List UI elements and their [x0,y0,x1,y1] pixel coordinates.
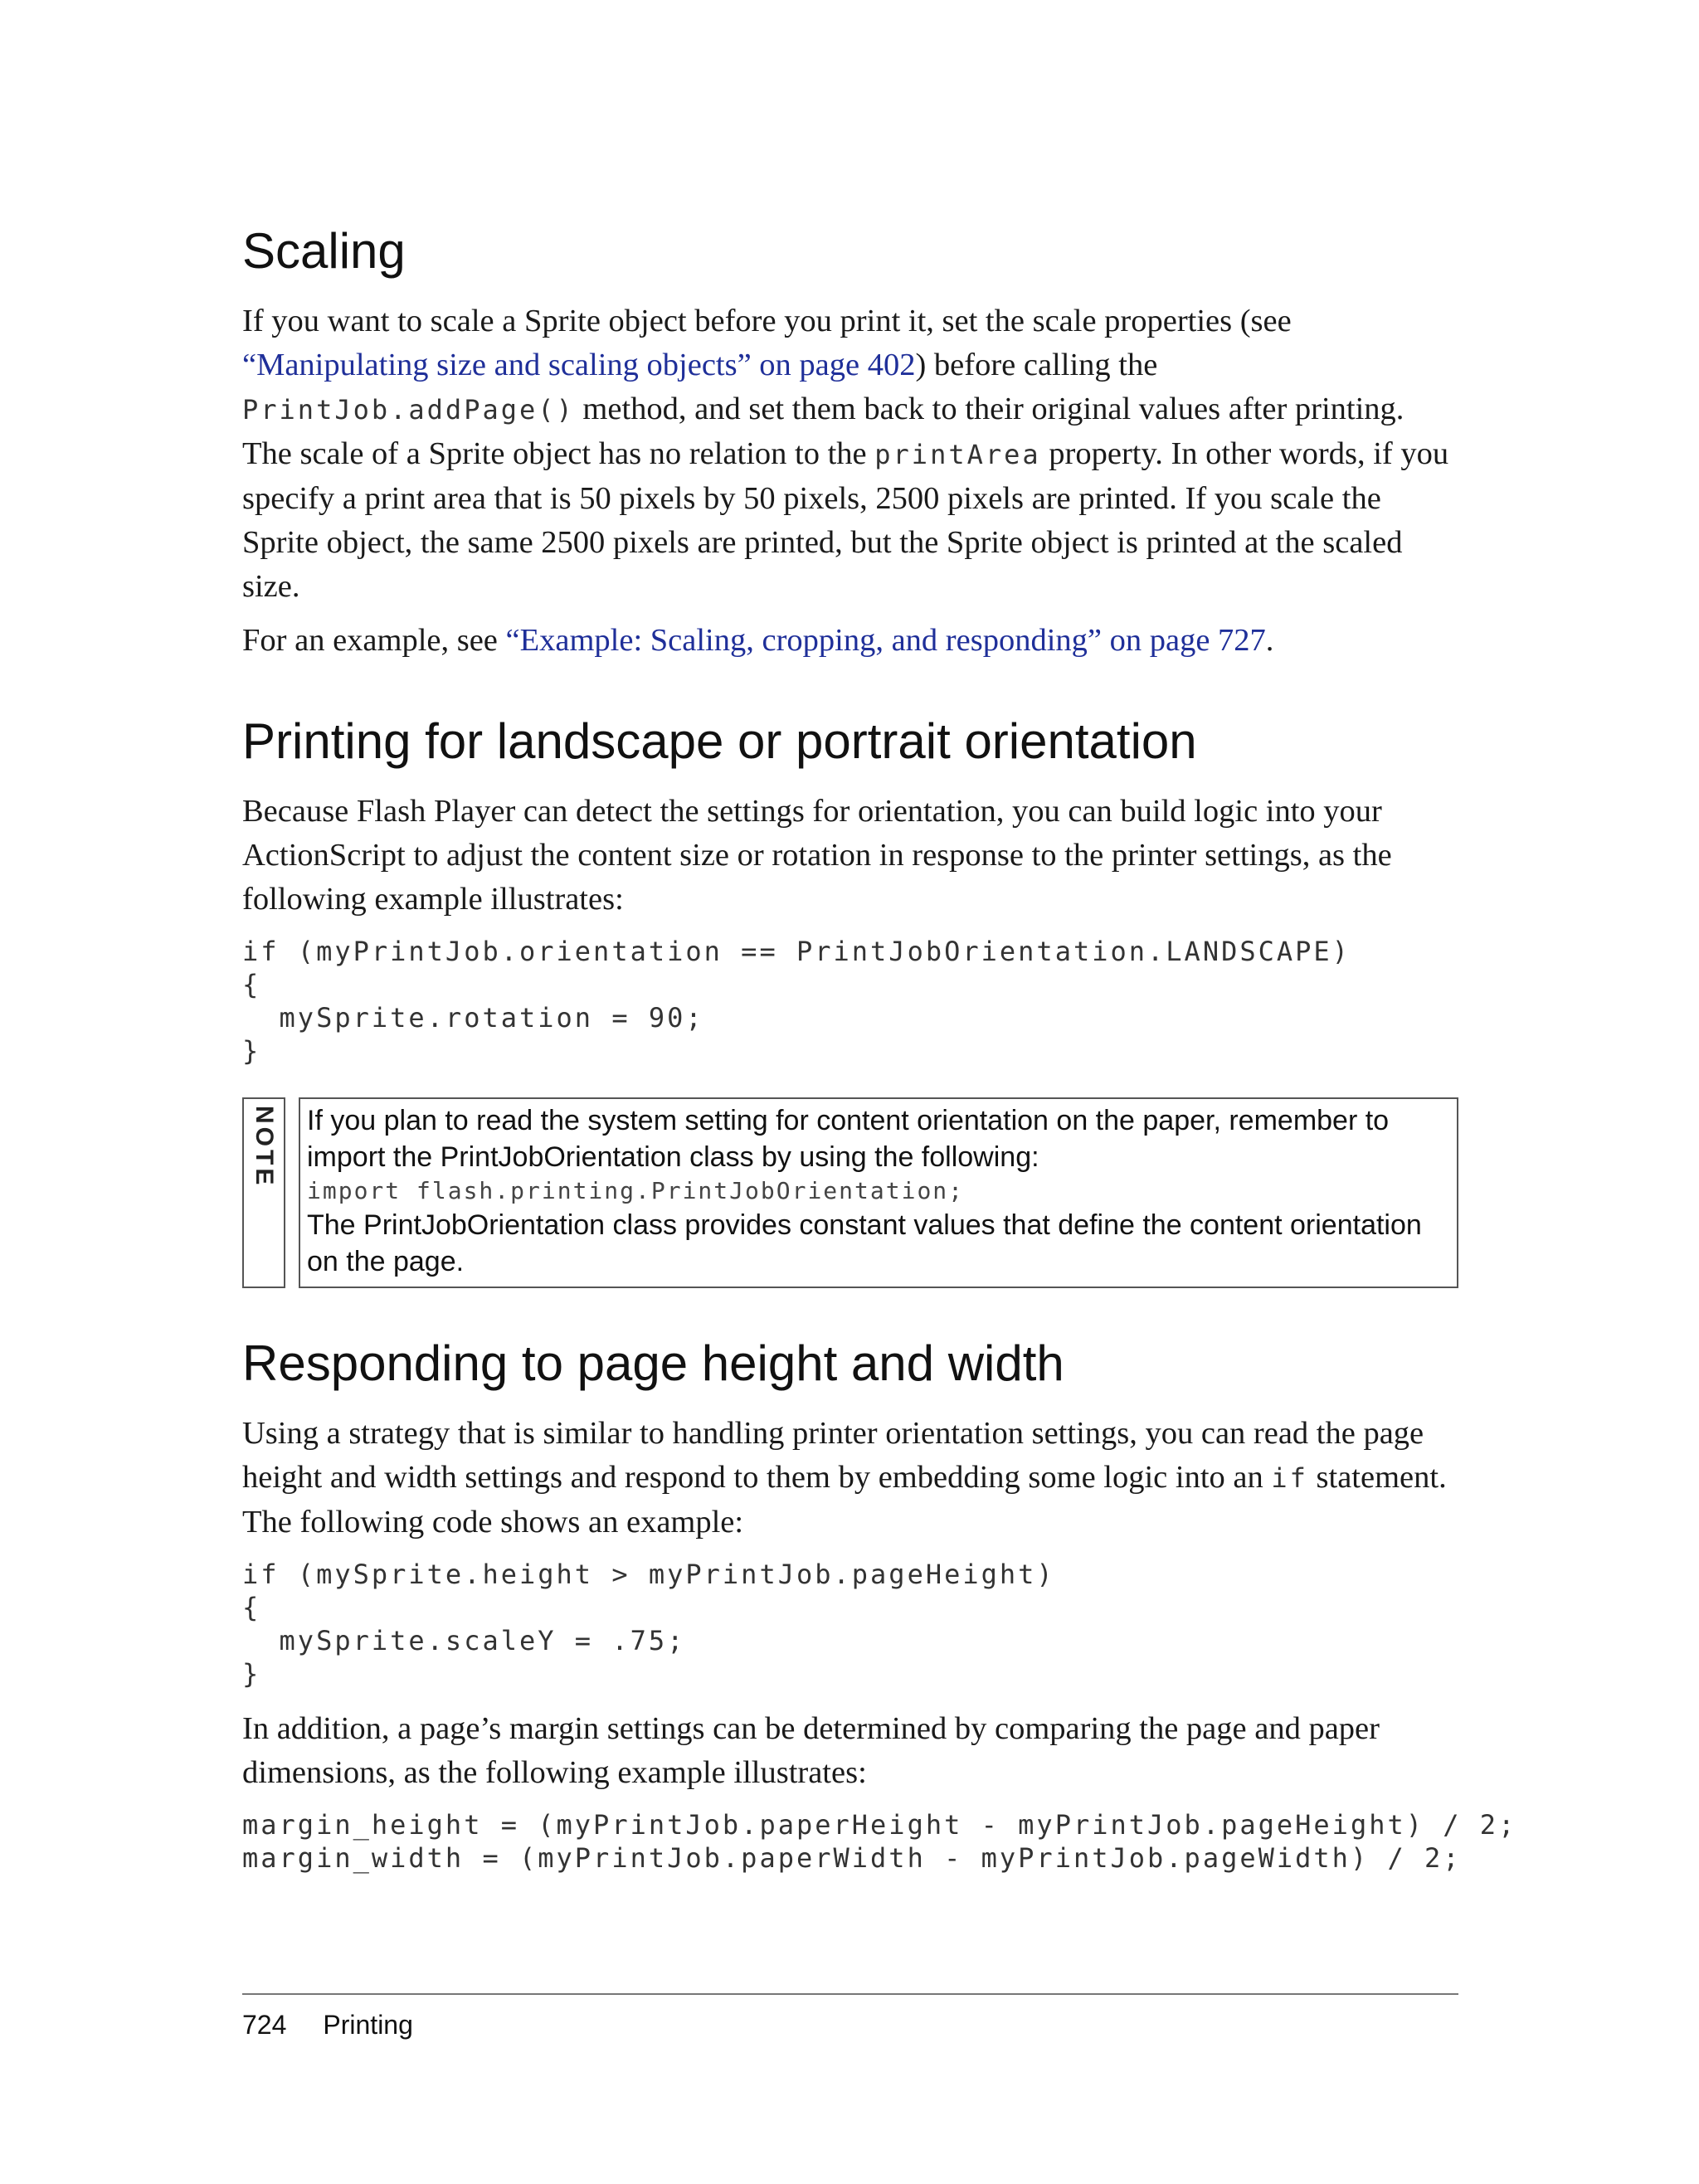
text: ) before calling the [915,348,1158,382]
orientation-paragraph: Because Flash Player can detect the settings for orientation, you can build logic into your ActionScript to adjust the content size or rotation in response to the printer settings, as the following example illustrates: [242,794,1392,917]
note-box [242,1097,1458,1288]
note-label: NOTE [251,1106,278,1189]
link-manipulating-size[interactable]: “Manipulating size and scaling objects” on page 402 [242,348,916,382]
link-example-scaling[interactable]: “Example: Scaling, cropping, and responding” on page 727 [505,623,1266,658]
text: . [1265,623,1274,658]
inline-code-addpage: PrintJob.addPage() [242,394,575,426]
note-text: If you plan to read the system setting for content orientation on the paper, remember to import the PrintJobOrientation class by using the following: [307,1105,1390,1173]
code-block-margins: margin_height = (myPrintJob.paperHeight - myPrintJob.pageHeight) / 2; margin_width = (myPrintJob.paperWidth - myPrintJob.pageWidth) / 2; [242,1809,1517,1874]
chapter-title: Printing [323,2010,413,2040]
scaling-example-paragraph [242,619,1458,663]
note-body [299,1097,1458,1288]
text: statement. The following code shows an example: [242,1460,1447,1540]
text: property. In other words, if you specify a print area that is 50 pixels by 50 pixels, 2500 pixels are printed. If you scale the Sprite object, the same 2500 pixels are printed, but the Sprite object is printed at the scaled size. [242,436,1449,604]
height-width-paragraph [242,1412,1458,1544]
scaling-paragraph [242,299,1458,609]
code-block-height: if (mySprite.height > myPrintJob.pageHeight) { mySprite.scaleY = .75; } [242,1559,1055,1690]
margin-paragraph: In addition, a page’s margin settings can be determined by comparing the page and paper dimensions, as the following example illustrates: [242,1711,1380,1790]
text: For an example, see [242,623,506,658]
section-heading-height-width: Responding to page height and width [242,1335,1064,1391]
text: Using a strategy that is similar to handling printer orientation settings, you can read the page height and width settings and respond to them by embedding some logic into an [242,1416,1424,1495]
text: method, and set them back to their original values after printing. The scale of a Sprite object has no relation to the [242,392,1404,471]
note-code: import flash.printing.PrintJobOrientation; [307,1177,965,1204]
note-label-tab [242,1097,285,1288]
text: If you want to scale a Sprite object before you print it, set the scale properties (see [242,304,1292,338]
section-heading-orientation: Printing for landscape or portrait orientation [242,713,1197,769]
inline-code-if: if [1271,1462,1308,1494]
page-footer [242,1993,1458,2041]
code-block-orientation: if (myPrintJob.orientation == PrintJobOrientation.LANDSCAPE) { mySprite.rotation = 90; } [242,936,1351,1067]
note-text: The PrintJobOrientation class provides constant values that define the content orientation on the page. [307,1209,1422,1277]
inline-code-printarea: printArea [874,439,1041,470]
document-page [242,222,1517,1875]
section-heading-scaling: Scaling [242,223,406,279]
page-number: 724 [242,2010,287,2040]
